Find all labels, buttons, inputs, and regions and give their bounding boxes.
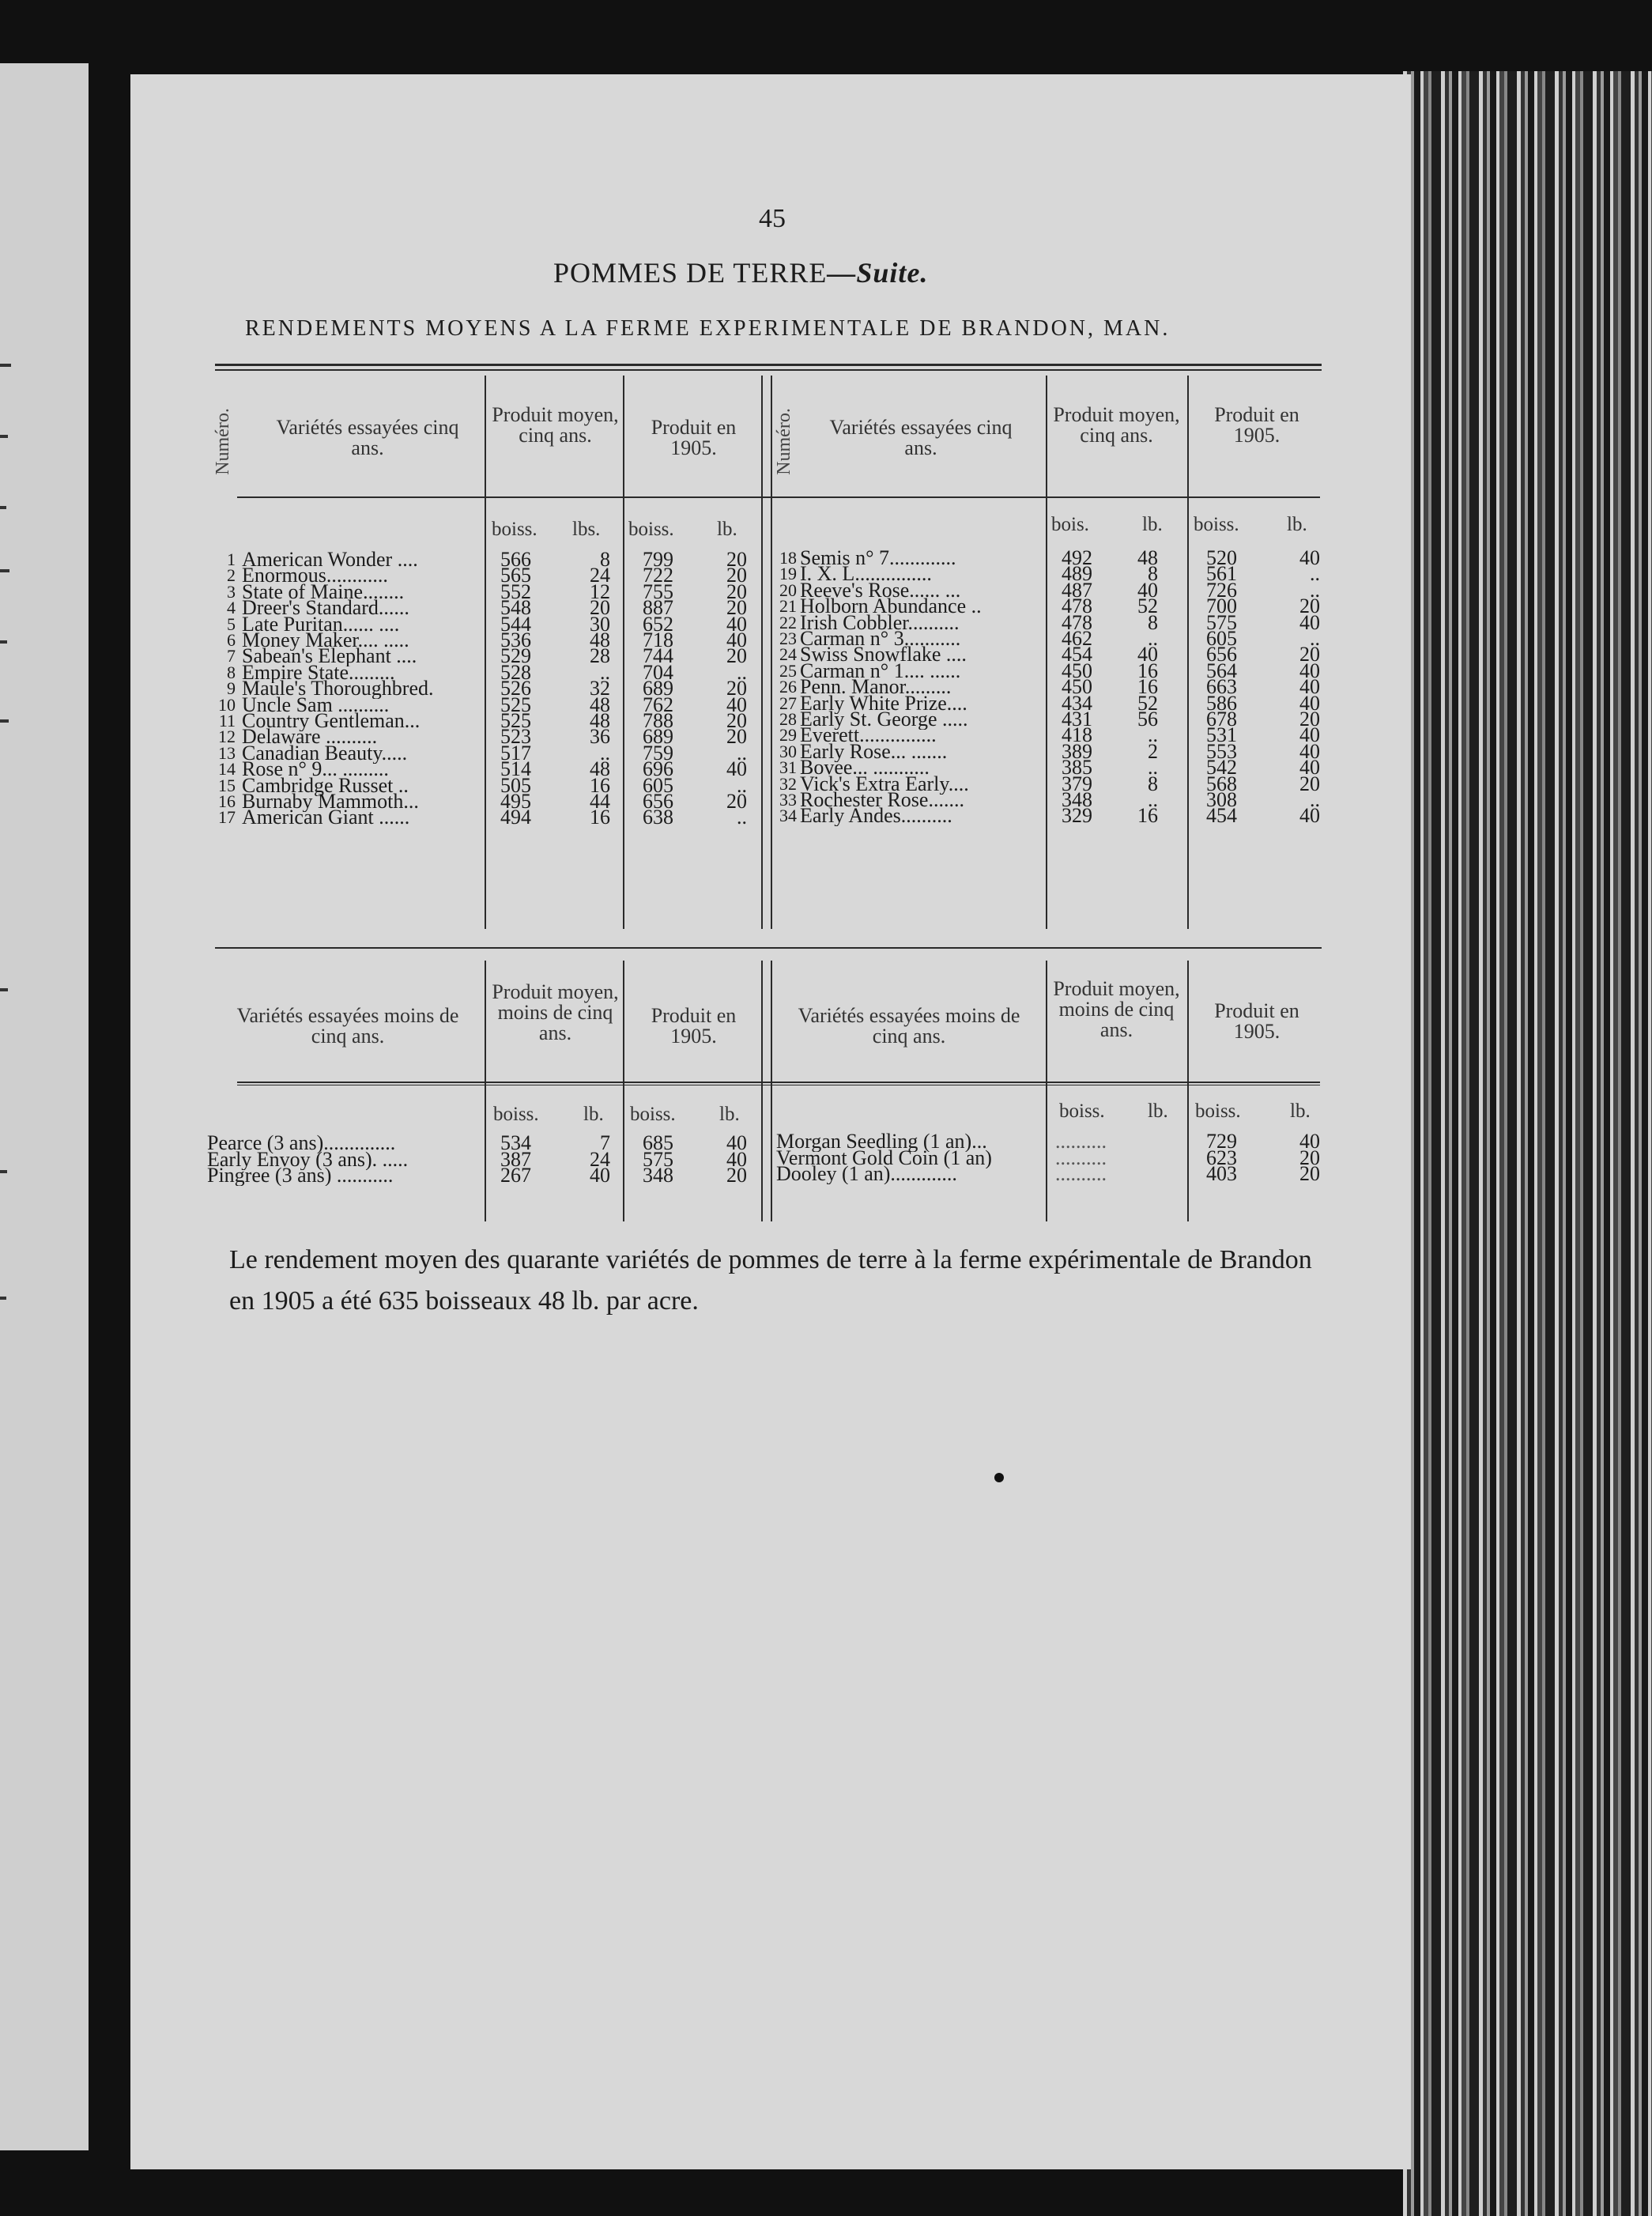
variety-header-left: Variétés essayées moins de cinq ans. (236, 1004, 459, 1048)
avg-pounds: 20 (590, 596, 610, 620)
row-number: 30 (779, 741, 797, 761)
avg-pounds: 40 (1137, 643, 1158, 666)
avg-pounds: 8 (1148, 562, 1158, 586)
avg-bushels: 529 (500, 644, 531, 668)
unit-label: lbs. (572, 519, 601, 540)
bushels-1905: 663 (1206, 675, 1237, 699)
variety-name: American Giant ...... (242, 806, 410, 829)
pounds-1905: 20 (1299, 595, 1320, 618)
row-number: 19 (779, 564, 797, 584)
avg-bushels: 514 (500, 757, 531, 781)
avg-bushels: 548 (500, 596, 531, 620)
row-number: 34 (779, 806, 797, 826)
avg-bushels: 505 (500, 773, 531, 797)
variety-name: Late Puritan...... .... (242, 613, 400, 635)
row-number: 13 (218, 742, 236, 763)
avg-bushels: 487 (1062, 578, 1092, 602)
avg-bushels: 267 (500, 1164, 531, 1187)
avg-pounds: 8 (1148, 772, 1158, 795)
avg-pounds: 48 (590, 629, 610, 651)
variety-name: Dreer's Standard...... (242, 597, 409, 619)
pounds-1905: 20 (726, 644, 747, 668)
avg-bushels: 329 (1062, 804, 1092, 828)
row-number: 28 (779, 709, 797, 729)
avg-pounds: 16 (1137, 675, 1158, 699)
bushels-1905: 722 (643, 564, 673, 587)
variety-name: Vick's Extra Early.... (800, 772, 969, 795)
bushels-1905: 454 (1206, 804, 1237, 828)
number-header-right: Numéro. (773, 408, 794, 475)
previous-page-edge (0, 63, 89, 2150)
row-number: 9 (227, 678, 236, 699)
y1905-header-right: Produit en 1905. (1214, 403, 1299, 447)
variety-name: Everett............... (800, 724, 937, 746)
variety-name: Maule's Thoroughbred. (242, 678, 434, 700)
avg-bushels: 450 (1062, 659, 1092, 682)
row-number: 32 (779, 773, 797, 794)
bushels-1905: 605 (643, 773, 673, 797)
bushels-1905: 553 (1206, 739, 1237, 763)
title-main: POMMES DE TERRE (553, 257, 828, 289)
variety-name: Early Rose... ....... (800, 740, 948, 762)
avg-bushels: 494 (500, 806, 531, 829)
bushels-1905: 685 (643, 1131, 673, 1154)
avg-header-right: Produit moyen, moins de cinq ans. (1053, 977, 1180, 1041)
ink-dot (994, 1473, 1004, 1482)
row-number: 27 (779, 693, 797, 713)
bushels-1905: 718 (643, 629, 673, 651)
pounds-1905: .. (737, 806, 747, 829)
avg-pounds: 30 (590, 612, 610, 636)
bushels-1905: 755 (643, 579, 673, 603)
pounds-1905: 40 (1299, 675, 1320, 699)
avg-pounds: 52 (1137, 595, 1158, 618)
variety-name: Sabean's Elephant .... (242, 645, 417, 667)
variety-name: Rose n° 9... ......... (242, 758, 389, 780)
avg-bushels: 528 (500, 660, 531, 684)
pounds-1905: 40 (1299, 804, 1320, 828)
variety-name: Vermont Gold Coin (1 an) (776, 1146, 992, 1168)
row-number: 22 (779, 612, 797, 632)
avg-bushels: 434 (1062, 691, 1092, 715)
row-number: 20 (779, 579, 797, 600)
avg-pounds: 48 (1137, 546, 1158, 569)
pounds-1905: 20 (726, 579, 747, 603)
bushels-1905: 638 (643, 806, 673, 829)
row-number: 29 (779, 725, 797, 746)
avg-pounds: 24 (590, 1147, 610, 1171)
title-suite: —Suite. (827, 257, 929, 289)
variety-name: State of Maine........ (242, 580, 405, 602)
row-number: 4 (227, 598, 236, 618)
avg-bushels: 534 (500, 1131, 531, 1154)
pounds-1905: 20 (726, 596, 747, 620)
pounds-1905: 40 (1299, 546, 1320, 569)
avg-pounds: 16 (590, 806, 610, 829)
avg-bushels: 565 (500, 564, 531, 587)
pounds-1905: 40 (1299, 739, 1320, 763)
row-number: 3 (227, 581, 236, 602)
row-number: 11 (218, 711, 236, 730)
bushels-1905: 788 (643, 709, 673, 732)
unit-label: boiss. (1195, 1100, 1241, 1122)
variety-name: American Wonder .... (242, 549, 418, 570)
variety-name: I. X. L............... (800, 563, 932, 585)
bushels-1905: 575 (1206, 610, 1237, 634)
avg-pounds: 36 (590, 725, 610, 749)
pounds-1905: 40 (726, 629, 747, 651)
avg-pounds: 56 (1137, 708, 1158, 730)
avg-bushels: 418 (1062, 723, 1092, 747)
unit-label: boiss. (493, 1104, 539, 1125)
row-number: 24 (779, 644, 797, 665)
avg-bushels: 525 (500, 709, 531, 732)
pounds-1905: 40 (1299, 723, 1320, 747)
avg-pounds: 48 (590, 693, 610, 716)
empty-value-leader: .......... (1055, 1130, 1107, 1153)
pounds-1905: 20 (1299, 1146, 1320, 1169)
row-number: 25 (779, 660, 797, 681)
avg-pounds: 52 (1137, 691, 1158, 715)
pounds-1905: 40 (1299, 610, 1320, 634)
avg-pounds: 12 (590, 579, 610, 603)
avg-bushels: 489 (1062, 562, 1092, 586)
row-number: 21 (779, 596, 797, 617)
bushels-1905: 759 (643, 741, 673, 764)
unit-label: lb. (1142, 514, 1163, 535)
variety-name: Carman n° 1.... ...... (800, 659, 961, 681)
bushels-1905: 561 (1206, 562, 1237, 586)
avg-bushels: 517 (500, 741, 531, 764)
variety-name: Country Gentleman... (242, 710, 421, 731)
avg-pounds: 16 (1137, 659, 1158, 682)
avg-pounds: 40 (1137, 578, 1158, 602)
unit-label: boiss. (630, 1104, 676, 1125)
variety-name: Early Andes.......... (800, 805, 952, 827)
avg-header-left: Produit moyen, cinq ans. (492, 403, 619, 447)
bushels-1905: 623 (1206, 1146, 1237, 1169)
variety-name: Pearce (3 ans).............. (207, 1132, 396, 1153)
row-number: 1 (227, 549, 236, 569)
avg-bushels: 379 (1062, 772, 1092, 795)
avg-bushels: 566 (500, 548, 531, 571)
table-row (0, 1162, 1652, 1187)
variety-name: Irish Cobbler.......... (800, 611, 960, 633)
bushels-1905: 799 (643, 548, 673, 571)
pounds-1905: 40 (1299, 756, 1320, 780)
avg-pounds: .. (1148, 756, 1158, 780)
pounds-1905: 20 (726, 564, 747, 587)
pounds-1905: 40 (1299, 691, 1320, 715)
avg-pounds: 16 (590, 773, 610, 797)
variety-name: Bovee... ........... (800, 757, 930, 779)
bushels-1905: 531 (1206, 723, 1237, 747)
bushels-1905: 652 (643, 612, 673, 636)
empty-value-leader: .......... (1055, 1146, 1107, 1169)
avg-pounds: .. (600, 660, 610, 684)
pounds-1905: .. (1310, 562, 1320, 586)
bushels-1905: 586 (1206, 691, 1237, 715)
avg-pounds: 8 (600, 548, 610, 571)
bushels-1905: 729 (1206, 1130, 1237, 1153)
variety-name: Enormous............ (242, 564, 388, 587)
pounds-1905: 40 (726, 612, 747, 636)
unit-label: bois. (1051, 514, 1089, 535)
avg-bushels: 387 (500, 1147, 531, 1171)
avg-bushels: 552 (500, 579, 531, 603)
avg-pounds: .. (1148, 788, 1158, 811)
variety-name: Early St. George ..... (800, 708, 968, 730)
unit-label: boiss. (492, 519, 537, 540)
bushels-1905: 726 (1206, 578, 1237, 602)
summary-paragraph: Le rendement moyen des quarante variétés de pommes de terre à la ferme expérimentale de Brandon en 1905 a été 635 boisseaux 48 lb. par acre. (229, 1245, 1312, 1316)
row-number: 14 (218, 759, 236, 780)
row-number: 31 (779, 757, 797, 778)
avg-pounds: 48 (590, 709, 610, 732)
variety-name: Early Envoy (3 ans). ..... (207, 1148, 409, 1170)
bushels-1905: 568 (1206, 772, 1237, 795)
unit-label: boiss. (628, 519, 674, 540)
bushels-1905: 744 (643, 644, 673, 668)
avg-bushels: 454 (1062, 643, 1092, 666)
variety-header-left: Variétés essayées cinq ans. (276, 416, 459, 459)
avg-pounds: 8 (1148, 610, 1158, 634)
row-number: 16 (218, 791, 236, 811)
bushels-1905: 678 (1206, 708, 1237, 730)
row-number: 6 (227, 630, 236, 650)
pounds-1905: 20 (726, 790, 747, 813)
avg-pounds: 24 (590, 564, 610, 587)
pounds-1905: 40 (726, 1147, 747, 1171)
variety-name: Early White Prize.... (800, 692, 967, 714)
variety-header-right: Variétés essayées moins de cinq ans. (798, 1004, 1020, 1048)
pounds-1905: 20 (726, 725, 747, 749)
pounds-1905: 20 (726, 1164, 747, 1187)
pounds-1905: 20 (726, 709, 747, 732)
variety-name: Money Maker.... ..... (242, 629, 409, 651)
variety-name: Canadian Beauty..... (242, 742, 408, 764)
pounds-1905: 40 (726, 693, 747, 716)
bushels-1905: 403 (1206, 1162, 1237, 1185)
page-title (553, 256, 928, 289)
row-number: 33 (779, 790, 797, 810)
unit-label: lb. (717, 519, 737, 540)
variety-name: Reeve's Rose...... ... (800, 579, 961, 601)
table-row (0, 804, 1652, 829)
unit-label: lb. (1148, 1100, 1168, 1122)
pounds-1905: 40 (726, 757, 747, 781)
pounds-1905: .. (737, 660, 747, 684)
avg-pounds: .. (1148, 627, 1158, 650)
bushels-1905: 564 (1206, 659, 1237, 682)
pounds-1905: 40 (1299, 1130, 1320, 1153)
variety-name: Empire State......... (242, 661, 395, 683)
y1905-header-right: Produit en 1905. (1214, 999, 1299, 1043)
avg-pounds: 40 (590, 1164, 610, 1187)
row-number: 26 (779, 677, 797, 697)
bushels-1905: 704 (643, 660, 673, 684)
pounds-1905: 20 (726, 677, 747, 700)
avg-pounds: 7 (600, 1131, 610, 1154)
avg-bushels: 495 (500, 790, 531, 813)
row-number: 12 (218, 727, 236, 747)
avg-pounds: 48 (590, 757, 610, 781)
empty-value-leader: .......... (1055, 1162, 1107, 1185)
row-number: 10 (218, 694, 236, 715)
variety-name: Dooley (1 an)............. (776, 1163, 957, 1184)
bushels-1905: 689 (643, 725, 673, 749)
avg-pounds: 28 (590, 644, 610, 668)
avg-pounds: 2 (1148, 739, 1158, 763)
unit-label: boiss. (1194, 514, 1239, 535)
bushels-1905: 689 (643, 677, 673, 700)
bushels-1905: 762 (643, 693, 673, 716)
avg-bushels: 462 (1062, 627, 1092, 650)
avg-bushels: 348 (1062, 788, 1092, 811)
variety-name: Swiss Snowflake .... (800, 644, 967, 666)
unit-label: lb. (719, 1104, 740, 1125)
avg-bushels: 478 (1062, 595, 1092, 618)
pounds-1905: 40 (1299, 659, 1320, 682)
row-number: 5 (227, 613, 236, 634)
row-number: 23 (779, 629, 797, 648)
row-number: 2 (227, 565, 236, 586)
row-number: 8 (227, 662, 236, 682)
avg-bushels: 389 (1062, 739, 1092, 763)
pounds-1905: .. (1310, 578, 1320, 602)
variety-name: Semis n° 7............. (800, 547, 956, 568)
avg-bushels: 526 (500, 677, 531, 700)
bushels-1905: 348 (643, 1164, 673, 1187)
unit-label: lb. (583, 1104, 604, 1125)
variety-name: Pingree (3 ans) ........... (207, 1165, 394, 1186)
avg-pounds: 32 (590, 677, 610, 700)
bushels-1905: 520 (1206, 546, 1237, 569)
pounds-1905: .. (737, 741, 747, 764)
avg-header-left: Produit moyen, moins de cinq ans. (492, 980, 619, 1044)
page-subtitle: RENDEMENTS MOYENS A LA FERME EXPERIMENTALE DE BRANDON, MAN. (245, 316, 1171, 341)
avg-bushels: 492 (1062, 546, 1092, 569)
row-number: 15 (218, 775, 236, 795)
page-number: 45 (759, 204, 786, 233)
bushels-1905: 308 (1206, 788, 1237, 811)
bushels-1905: 656 (1206, 643, 1237, 666)
variety-header-right: Variétés essayées cinq ans. (829, 416, 1013, 459)
avg-bushels: 525 (500, 693, 531, 716)
avg-pounds: 16 (1137, 804, 1158, 828)
bushels-1905: 887 (643, 596, 673, 620)
pounds-1905: 20 (1299, 708, 1320, 730)
avg-bushels: 385 (1062, 756, 1092, 780)
bushels-1905: 542 (1206, 756, 1237, 780)
avg-bushels: 523 (500, 725, 531, 749)
bushels-1905: 575 (643, 1147, 673, 1171)
bushels-1905: 656 (643, 790, 673, 813)
avg-bushels: 544 (500, 612, 531, 636)
variety-name: Burnaby Mammoth... (242, 791, 419, 812)
row-number: 17 (218, 807, 236, 828)
variety-name: Penn. Manor......... (800, 676, 952, 698)
pounds-1905: 20 (726, 548, 747, 571)
avg-header-right: Produit moyen, cinq ans. (1053, 403, 1180, 447)
y1905-header-left: Produit en 1905. (651, 416, 737, 459)
avg-bushels: 450 (1062, 675, 1092, 699)
unit-label: boiss. (1059, 1100, 1105, 1122)
avg-bushels: 478 (1062, 610, 1092, 634)
variety-name: Rochester Rose....... (800, 789, 964, 810)
pounds-1905: .. (737, 773, 747, 797)
avg-bushels: 431 (1062, 708, 1092, 730)
bushels-1905: 605 (1206, 627, 1237, 650)
pounds-1905: 20 (1299, 1162, 1320, 1185)
variety-name: Uncle Sam .......... (242, 693, 390, 715)
pounds-1905: 20 (1299, 772, 1320, 795)
bushels-1905: 696 (643, 757, 673, 781)
pounds-1905: .. (1310, 627, 1320, 650)
pounds-1905: .. (1310, 788, 1320, 811)
number-header-left: Numéro. (212, 408, 233, 475)
avg-pounds: .. (600, 741, 610, 764)
row-number: 18 (779, 548, 797, 568)
variety-name: Morgan Seedling (1 an)... (776, 1131, 987, 1152)
unit-label: lb. (1290, 1100, 1311, 1122)
variety-name: Cambridge Russet .. (242, 774, 409, 796)
y1905-header-left: Produit en 1905. (651, 1004, 737, 1048)
row-number: 7 (227, 646, 236, 666)
variety-name: Delaware .......... (242, 726, 378, 748)
avg-bushels: 536 (500, 629, 531, 651)
variety-name: Holborn Abundance .. (800, 595, 982, 617)
pounds-1905: 20 (1299, 643, 1320, 666)
unit-label: lb. (1287, 514, 1307, 535)
avg-pounds: 44 (590, 790, 610, 813)
pounds-1905: 40 (726, 1131, 747, 1154)
avg-pounds: .. (1148, 723, 1158, 747)
variety-name: Carman n° 3........... (800, 628, 961, 649)
bushels-1905: 700 (1206, 595, 1237, 618)
